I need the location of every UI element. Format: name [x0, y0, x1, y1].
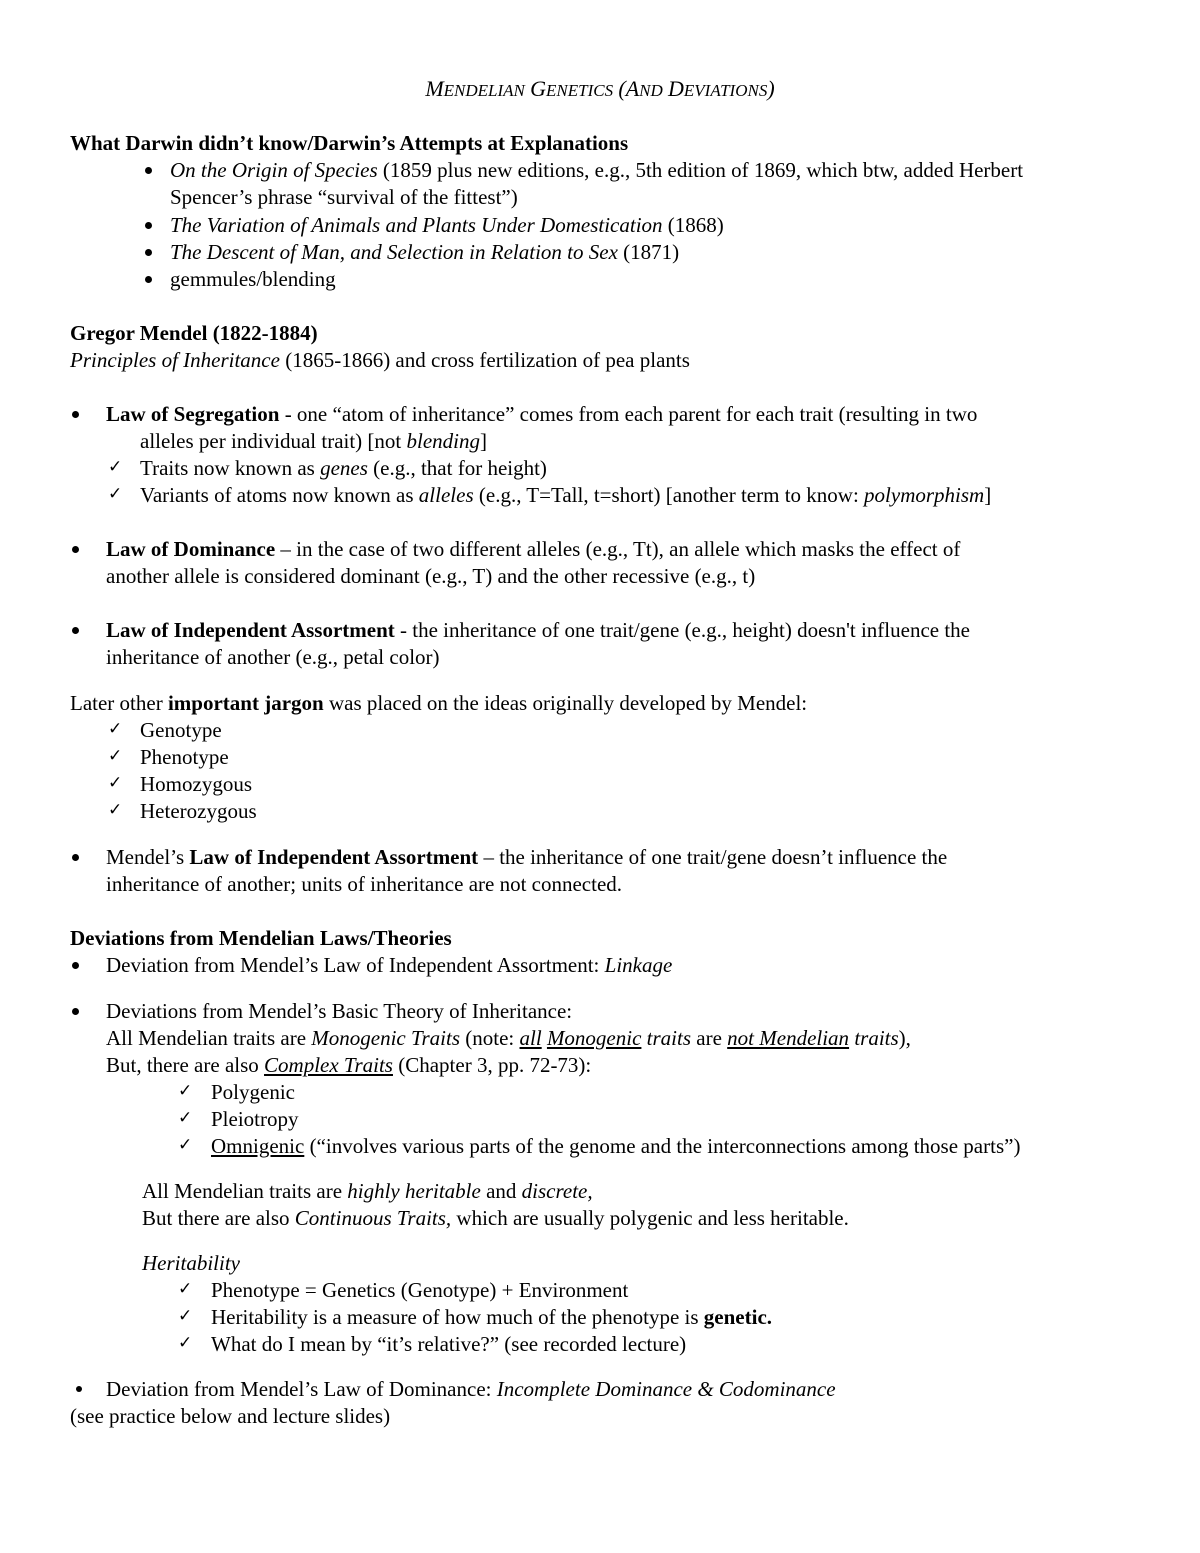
jargon-item: Phenotype: [140, 745, 229, 769]
darwin-item-origin-cont: Spencer’s phrase “survival of the fittest”): [170, 185, 518, 209]
continuous-traits-line: But there are also Continuous Traits, which are usually polygenic and less heritable.: [142, 1206, 849, 1230]
jargon-item: Heterozygous: [140, 799, 257, 823]
bullet-icon: [72, 627, 79, 634]
checkmark-icon: ✓: [108, 457, 123, 477]
complex-omnigenic: Omnigenic (“involves various parts of the genome and the interconnections among those parts”): [211, 1134, 1021, 1158]
darwin-item-gemmules: gemmules/blending: [170, 267, 336, 291]
darwin-item-descent: The Descent of Man, and Selection in Relation to Sex (1871): [170, 240, 680, 264]
mendel-independent-assortment-cont: inheritance of another; units of inheritance are not connected.: [106, 872, 623, 896]
darwin-item-origin: On the Origin of Species (1859 plus new editions, e.g., 5th edition of 1869, which btw, added Herbert: [170, 158, 1024, 182]
deviation-dominance: Deviation from Mendel’s Law of Dominance: Incomplete Dominance & Codominance: [106, 1377, 836, 1401]
heritability-heading: Heritability: [142, 1251, 240, 1275]
segregation-alleles: Variants of atoms now known as alleles (e.g., T=Tall, t=short) [another term to know: polymorphism]: [140, 483, 992, 507]
bullet-icon: [72, 546, 79, 553]
heritability-item: What do I mean by “it’s relative?” (see recorded lecture): [211, 1332, 687, 1356]
checkmark-icon: ✓: [178, 1333, 193, 1353]
law-segregation: Law of Segregation - one “atom of inheritance” comes from each parent for each trait (resulting in two: [106, 402, 978, 426]
checkmark-icon: ✓: [108, 746, 123, 766]
deviation-linkage: Deviation from Mendel’s Law of Independent Assortment: Linkage: [106, 953, 673, 977]
checkmark-icon: ✓: [178, 1279, 193, 1299]
complex-polygenic: Polygenic: [211, 1080, 295, 1104]
law-independent-assortment: Law of Independent Assortment - the inheritance of one trait/gene (e.g., height) doesn't influence the: [106, 618, 971, 642]
segregation-genes: Traits now known as genes (e.g., that for height): [140, 456, 547, 480]
darwin-item-variation: The Variation of Animals and Plants Under Domestication (1868): [170, 213, 724, 237]
law-independent-assortment-cont: inheritance of another (e.g., petal color): [106, 645, 440, 669]
checkmark-icon: ✓: [108, 719, 123, 739]
deviation-basic-theory: Deviations from Mendel’s Basic Theory of Inheritance:: [106, 999, 573, 1023]
bullet-icon: [72, 962, 79, 969]
law-dominance: Law of Dominance – in the case of two different alleles (e.g., Tt), an allele which masks the effect of: [106, 537, 961, 561]
checkmark-icon: ✓: [178, 1081, 193, 1101]
checkmark-icon: ✓: [178, 1135, 193, 1155]
heritability-item: Heritability is a measure of how much of the phenotype is genetic.: [211, 1305, 773, 1329]
mendel-independent-assortment: Mendel’s Law of Independent Assortment – the inheritance of one trait/gene doesn’t influence the: [106, 845, 948, 869]
checkmark-icon: ✓: [108, 773, 123, 793]
jargon-intro: Later other important jargon was placed on the ideas originally developed by Mendel:: [70, 691, 808, 715]
section-heading-darwin: What Darwin didn’t know/Darwin’s Attempts at Explanations: [70, 131, 629, 155]
bullet-icon: [145, 276, 152, 283]
section-heading-mendel: Gregor Mendel (1822-1884): [70, 321, 318, 345]
checkmark-icon: ✓: [178, 1108, 193, 1128]
bullet-icon: [145, 249, 152, 256]
bullet-icon: [72, 854, 79, 861]
mendel-principles: Principles of Inheritance (1865-1866) and cross fertilization of pea plants: [70, 348, 690, 372]
deviation-dominance-cont: (see practice below and lecture slides): [70, 1404, 391, 1428]
jargon-item: Genotype: [140, 718, 222, 742]
heritable-discrete-line: All Mendelian traits are highly heritable and discrete,: [142, 1179, 593, 1203]
complex-traits-line: But, there are also Complex Traits (Chapter 3, pp. 72-73):: [106, 1053, 592, 1077]
document-title: MENDELIAN GENETICS (AND DEVIATIONS): [425, 76, 775, 101]
section-heading-deviations: Deviations from Mendelian Laws/Theories: [70, 926, 452, 950]
monogenic-line: All Mendelian traits are Monogenic Traits (note: all Monogenic traits are not Mendelian traits),: [106, 1026, 911, 1050]
bullet-icon: [76, 1386, 82, 1392]
heritability-item: Phenotype = Genetics (Genotype) + Environment: [211, 1278, 629, 1302]
law-segregation-cont: alleles per individual trait) [not blending]: [140, 429, 487, 453]
checkmark-icon: ✓: [178, 1306, 193, 1326]
complex-pleiotropy: Pleiotropy: [211, 1107, 299, 1131]
checkmark-icon: ✓: [108, 800, 123, 820]
checkmark-icon: ✓: [108, 484, 123, 504]
bullet-icon: [145, 167, 152, 174]
law-dominance-cont: another allele is considered dominant (e.g., T) and the other recessive (e.g., t): [106, 564, 756, 588]
bullet-icon: [72, 411, 79, 418]
bullet-icon: [145, 222, 152, 229]
bullet-icon: [72, 1008, 79, 1015]
jargon-item: Homozygous: [140, 772, 252, 796]
